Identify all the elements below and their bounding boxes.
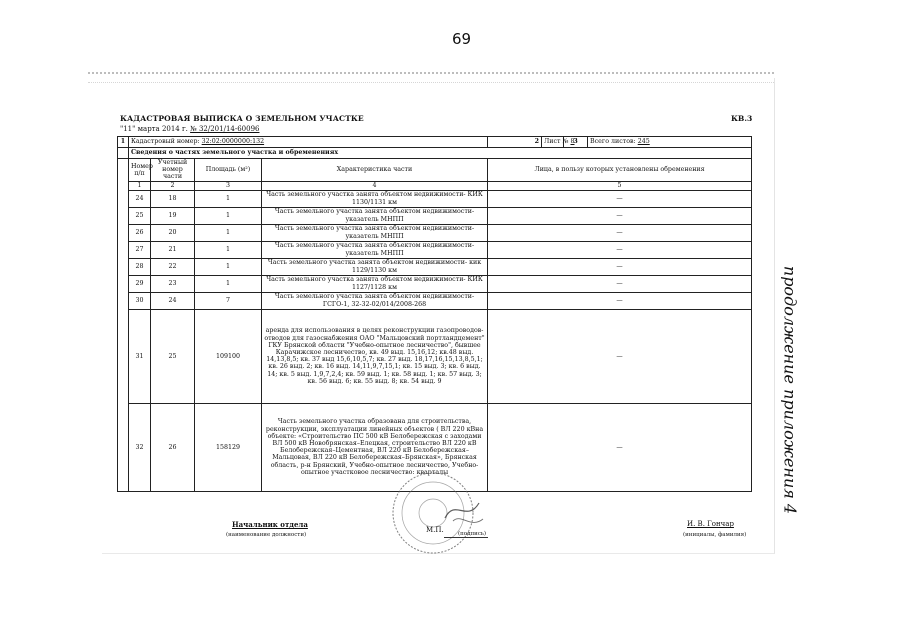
table-row: [118, 224, 752, 241]
stamp-mark: М.П.: [426, 526, 444, 534]
cell-num: 32: [129, 403, 151, 491]
cell-description: Часть земельного участка занята объектом недвижимости- ГСГО-1, 32-32-02/014/2008-268: [262, 292, 488, 309]
cell-area: 158129: [195, 403, 262, 491]
cell-persons: —: [488, 292, 752, 309]
cadastral-table: [117, 136, 752, 492]
cell-persons: —: [488, 224, 752, 241]
round-stamp: [375, 463, 495, 563]
cell-part: 19: [151, 207, 195, 224]
cell-description: Часть земельного участка занята объектом недвижимости- указатель МНПП: [262, 224, 488, 241]
cell-part: 18: [151, 190, 195, 207]
header-record: Учетный номер части: [151, 159, 195, 182]
section-title: Сведения о частях земельного участка и обременениях: [129, 148, 752, 159]
cell-part: 20: [151, 224, 195, 241]
column-number: 5: [488, 181, 752, 190]
document-number: № 32/201/14-60096: [190, 125, 260, 133]
cell-part: 24: [151, 292, 195, 309]
header-row: [118, 159, 752, 182]
table-row: [118, 292, 752, 309]
sheet-code: КВ.3: [731, 114, 753, 123]
cell-part: 26: [151, 403, 195, 491]
sheet-label: Лист №: [544, 138, 569, 146]
cell-area: 1: [195, 241, 262, 258]
cell-area: 7: [195, 292, 262, 309]
left-margin-cell: [118, 159, 129, 492]
cell-description: аренда для использования в целях реконструкции газопроводов-отводов для газоснабжения ОАО "Мальцовский портландцемент" ГКУ Брянской области "Учебно-опытное лесничество", бывшее Карачижское лесничество, кв. 49 выд. 15,16,12; кв.48 выд. 14,13,8,5; кв. 37 выд 15,6,10,5,7; кв. 27 выд. 18,17,16,15,13,8,5,1; кв. 26 выд. 2; кв. 16 выд. 14,11,9,7,15,1; кв. 15 выд. 3; кв. 6 выд. 14; кв. 5 выд. 1,9,7,2,4; кв. 59 выд. 1; кв. 58 выд. 1; кв. 57 выд. 3; кв. 56 выд. 6; кв. 55 выд. 8; кв. 54 выд. 9: [262, 309, 488, 403]
cell-persons: —: [488, 241, 752, 258]
cell-area: 1: [195, 207, 262, 224]
signature-caption: (подпись): [458, 531, 487, 537]
table-row: [118, 207, 752, 224]
cell-area: 109100: [195, 309, 262, 403]
header-description: Характеристика части: [262, 159, 488, 182]
cell-num: 25: [129, 207, 151, 224]
sheet-number: 8: [570, 138, 575, 146]
document-title: КАДАСТРОВАЯ ВЫПИСКА О ЗЕМЕЛЬНОМ УЧАСТКЕ: [120, 114, 364, 123]
cell-persons: —: [488, 258, 752, 275]
cell-persons: —: [488, 207, 752, 224]
cell-area: 1: [195, 258, 262, 275]
cell-persons: —: [488, 190, 752, 207]
total-sheets: 245: [637, 138, 650, 146]
header-persons: Лица, в пользу которых установлены обременения: [488, 159, 752, 182]
appendix-note: продолжение приложения 4: [780, 265, 800, 515]
cell-description: Часть земельного участка занята объектом недвижимости- кик 1129/1130 км: [262, 258, 488, 275]
info-row-number: 1: [118, 137, 129, 148]
header-area: Площадь (м²): [195, 159, 262, 182]
column-numbers-row: [118, 181, 752, 190]
header-num: Номер п/п: [129, 159, 151, 182]
cell-area: 1: [195, 224, 262, 241]
table-row: [118, 275, 752, 292]
cell-num: 28: [129, 258, 151, 275]
cell-description: Часть земельного участка образована для строительства, реконструкции, эксплуатации линейных объектов ( ВЛ 220 кВна объекте: «Строительство ПС 500 кВ Белобережская с заходами ВЛ 500 кВ Новобрянская–Елецкая, строительство ВЛ 220 кВ Белобережская–Цементная, ВЛ 220 кВ Белобережская–Мальцовая, ВЛ 220 кВ Белобережская–Брянская», Брянская область, р-н Брянский, Учебно-опытное лесничество, Учебно-опытное участковое лесничество: кварталы: [262, 403, 488, 491]
cell-num: 27: [129, 241, 151, 258]
column-number: 1: [129, 181, 151, 190]
table-row: [118, 258, 752, 275]
column-number: 2: [151, 181, 195, 190]
signature-line: [444, 537, 488, 538]
cadastral-number-cell: [129, 137, 488, 148]
col3-number: 3: [564, 137, 588, 148]
column-number: 3: [195, 181, 262, 190]
cell-description: Часть земельного участка занята объектом недвижимости- КИК 1127/1128 км: [262, 275, 488, 292]
cell-num: 24: [129, 190, 151, 207]
cell-part: 25: [151, 309, 195, 403]
table-row: [118, 190, 752, 207]
table-row: [118, 309, 752, 403]
total-sheets-cell: [588, 137, 752, 148]
cell-persons: —: [488, 275, 752, 292]
col2-number: 2: [488, 137, 542, 148]
table-row: [118, 241, 752, 258]
name-caption: (инициалы, фамилия): [683, 532, 747, 538]
cell-num: 30: [129, 292, 151, 309]
cell-description: Часть земельного участка занята объектом недвижимости- указатель МНПП: [262, 207, 488, 224]
cell-persons: —: [488, 309, 752, 403]
sheet-cell: [542, 137, 575, 148]
cell-num: 31: [129, 309, 151, 403]
cell-part: 22: [151, 258, 195, 275]
cell-part: 23: [151, 275, 195, 292]
cell-area: 1: [195, 190, 262, 207]
info-row: [118, 137, 752, 148]
section-spacer: [118, 148, 129, 159]
cell-persons: —: [488, 403, 752, 491]
cell-part: 21: [151, 241, 195, 258]
position-caption: (наименование должности): [226, 532, 307, 538]
position-title: Начальник отдела: [232, 520, 308, 529]
cell-num: 26: [129, 224, 151, 241]
total-label: Всего листов:: [590, 138, 636, 146]
page-number: 69: [452, 30, 472, 48]
cell-area: 1: [195, 275, 262, 292]
date-text: "11" марта 2014 г.: [120, 125, 188, 133]
signatory-name: И. В. Гончар: [687, 520, 734, 528]
cadastral-number: 32:02:0000000:132: [201, 138, 265, 146]
cadastral-label: Кадастровый номер:: [131, 138, 200, 146]
column-number: 4: [262, 181, 488, 190]
section-row: [118, 148, 752, 159]
cell-description: Часть земельного участка занята объектом недвижимости- указатель МНПП: [262, 241, 488, 258]
cell-description: Часть земельного участка занята объектом недвижимости- КИК 1130/1131 км: [262, 190, 488, 207]
cell-num: 29: [129, 275, 151, 292]
document-date: [120, 125, 259, 133]
